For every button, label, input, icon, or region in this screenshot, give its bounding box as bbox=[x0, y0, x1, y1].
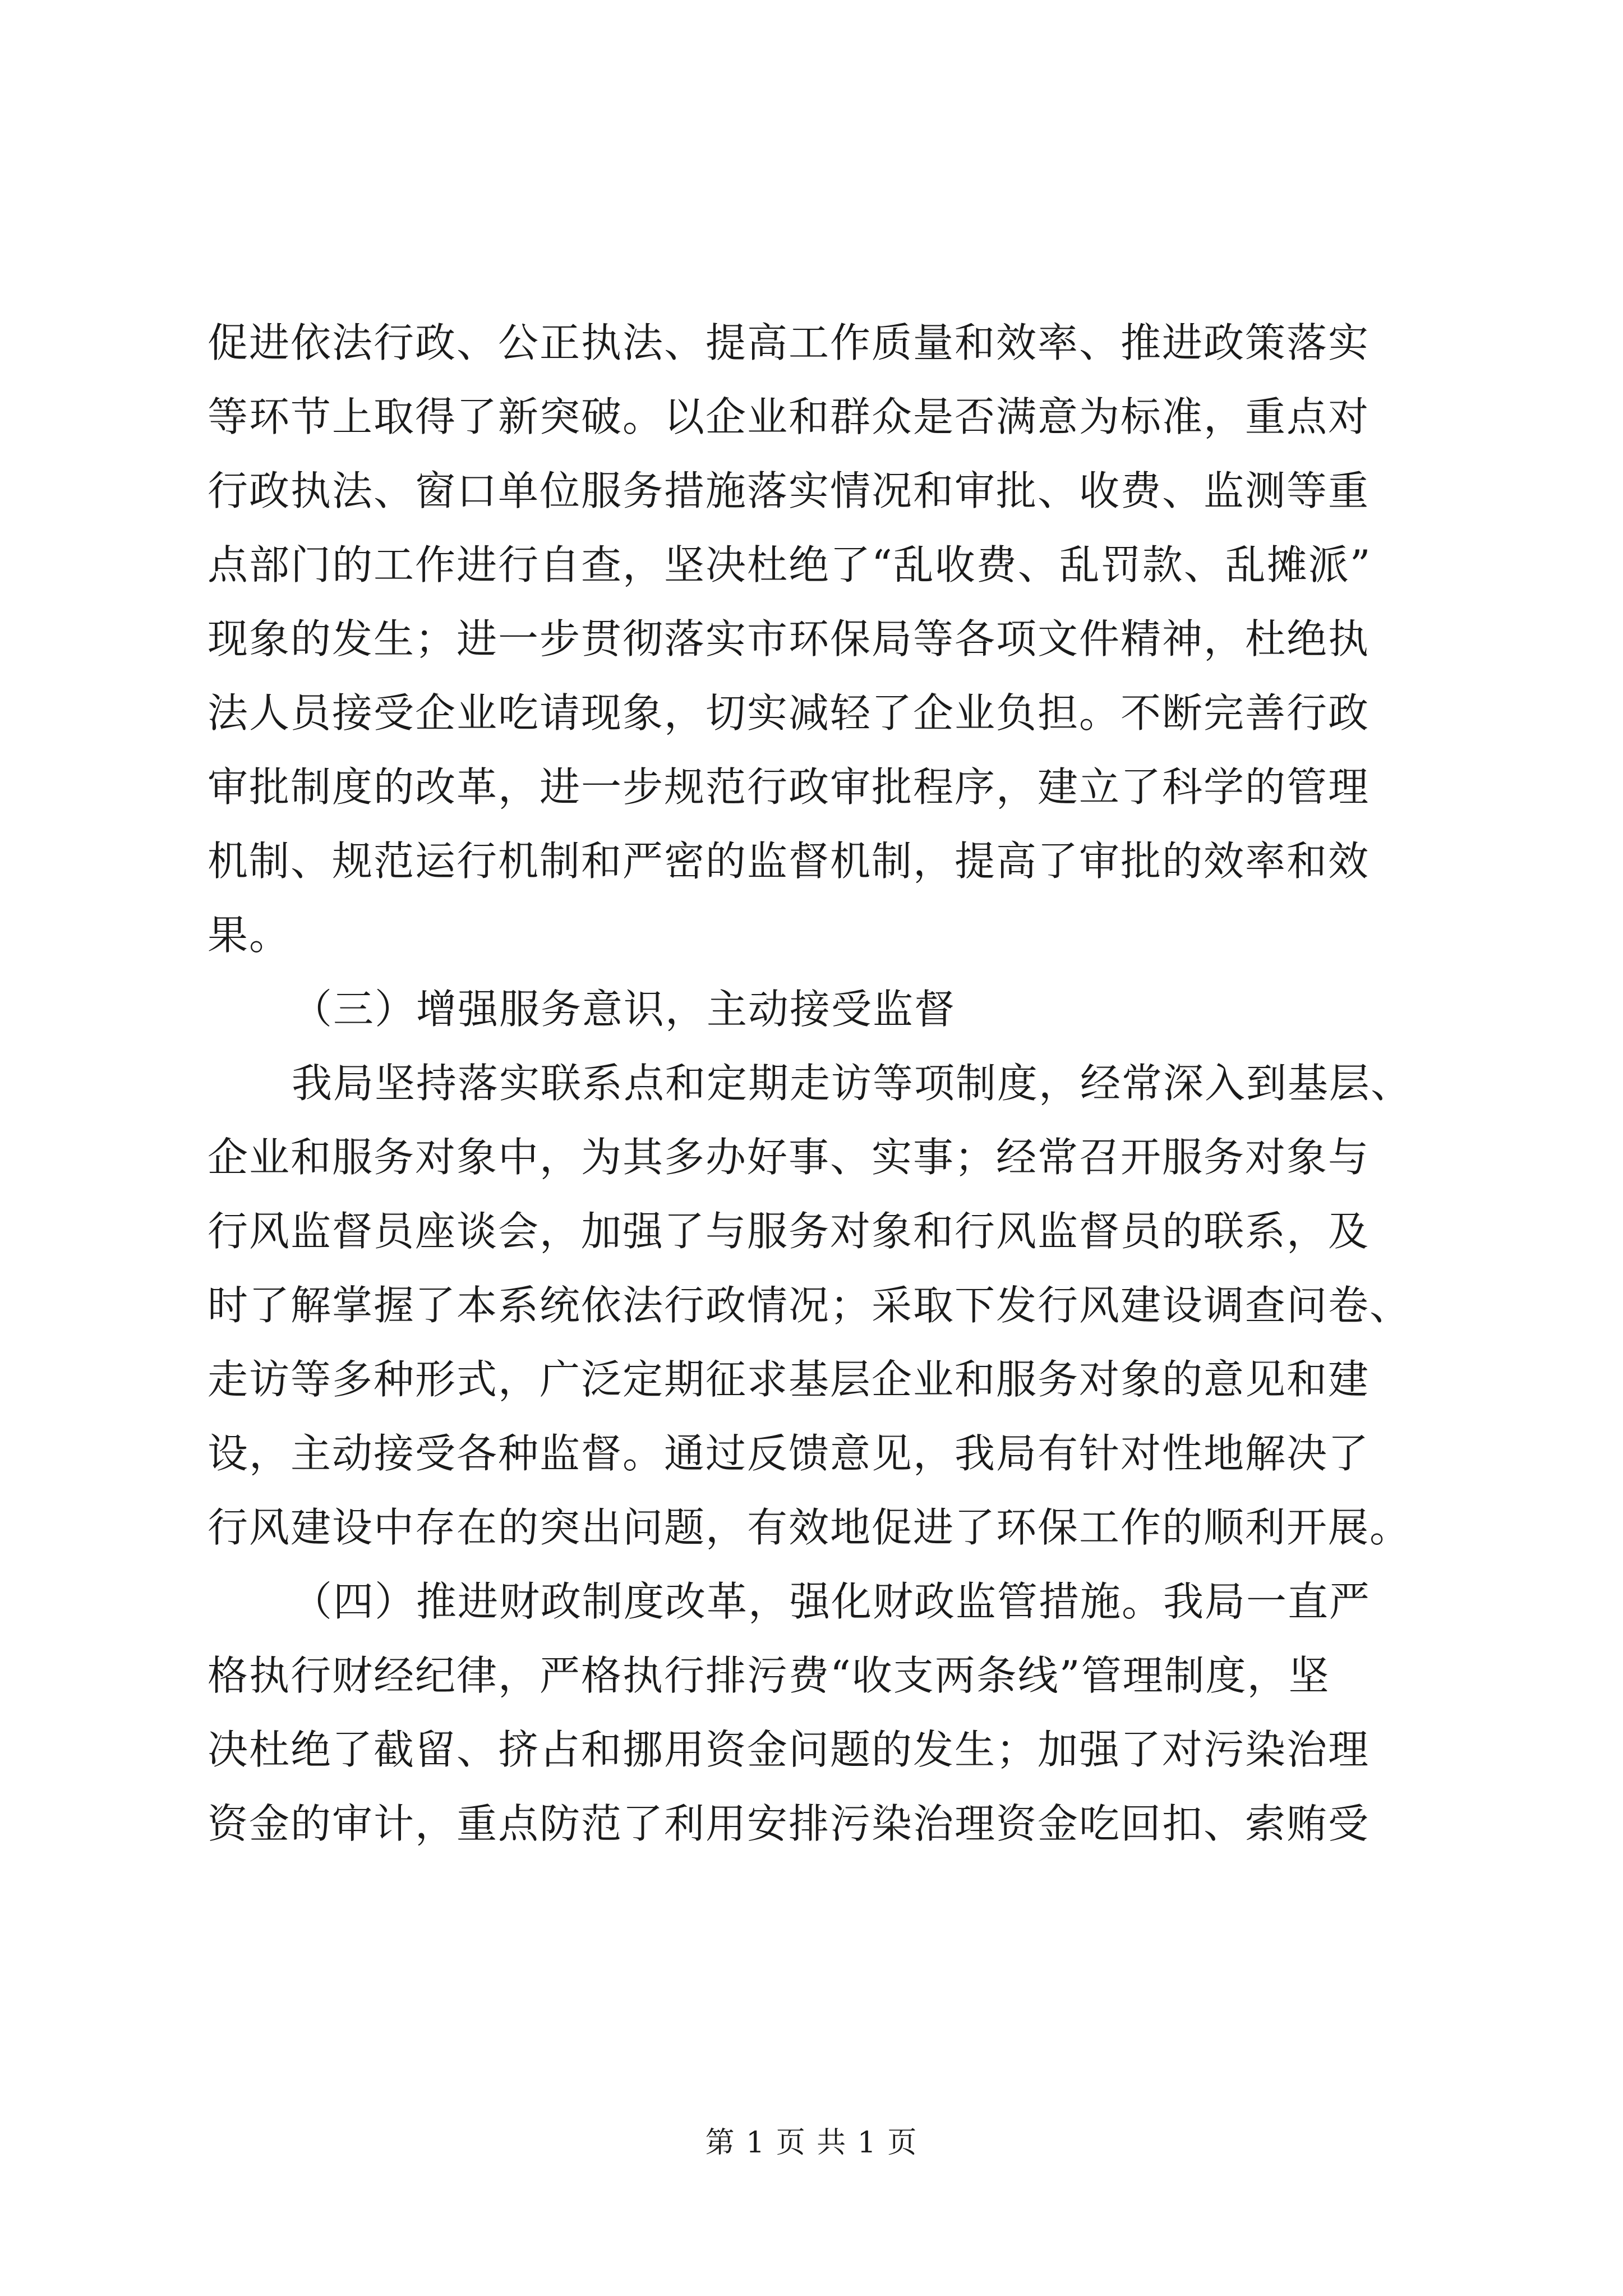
text-line: 决杜绝了截留、挤占和挪用资金问题的发生；加强了对污染治理 bbox=[208, 1726, 1370, 1773]
text-line: 现象的发生；进一步贯彻落实市环保局等各项文件精神，杜绝执 bbox=[208, 615, 1370, 662]
section-heading: （三）增强服务意识，主动接受监督 bbox=[292, 986, 956, 1033]
text-line: 走访等多种形式，广泛定期征求基层企业和服务对象的意见和建 bbox=[208, 1356, 1370, 1403]
page-footer bbox=[0, 2126, 1623, 2160]
text-line: 法人员接受企业吃请现象，切实减轻了企业负担。不断完善行政 bbox=[208, 689, 1370, 737]
text-line: 点部门的工作进行自查，坚决杜绝了“乱收费、乱罚款、乱摊派” bbox=[208, 541, 1372, 588]
text-line: 企业和服务对象中，为其多办好事、实事；经常召开服务对象与 bbox=[208, 1134, 1370, 1181]
document-body bbox=[208, 306, 1419, 1861]
page-number-label: 第 1 页 共 1 页 bbox=[705, 2126, 918, 2160]
text-line: 时了解掌握了本系统依法行政情况；采取下发行风建设调查问卷、 bbox=[208, 1282, 1412, 1329]
text-line: 格执行财经纪律，严格执行排污费“收支两条线”管理制度，坚 bbox=[208, 1652, 1330, 1699]
text-line: 机制、规范运行机制和严密的监督机制，提高了审批的效率和效 bbox=[208, 838, 1370, 885]
text-line: 等环节上取得了新突破。以企业和群众是否满意为标准，重点对 bbox=[208, 393, 1370, 440]
text-line: 行风建设中存在的突出问题，有效地促进了环保工作的顺利开展。 bbox=[208, 1504, 1412, 1551]
text-line: 行政执法、窗口单位服务措施落实情况和审批、收费、监测等重 bbox=[208, 467, 1370, 514]
text-line: 行风监督员座谈会，加强了与服务对象和行风监督员的联系，及 bbox=[208, 1208, 1370, 1255]
text-line: 促进依法行政、公正执法、提高工作质量和效率、推进政策落实 bbox=[208, 319, 1370, 366]
text-line: 设，主动接受各种监督。通过反馈意见，我局有针对性地解决了 bbox=[208, 1430, 1370, 1477]
text-line: 果。 bbox=[208, 912, 291, 959]
paragraph-first-line: （四）推进财政制度改革，强化财政监管措施。我局一直严 bbox=[292, 1578, 1371, 1625]
text-line: 资金的审计，重点防范了利用安排污染治理资金吃回扣、索贿受 bbox=[208, 1800, 1370, 1847]
text-line: 审批制度的改革，进一步规范行政审批程序，建立了科学的管理 bbox=[208, 763, 1370, 811]
paragraph-first-line: 我局坚持落实联系点和定期走访等项制度，经常深入到基层、 bbox=[292, 1060, 1413, 1107]
